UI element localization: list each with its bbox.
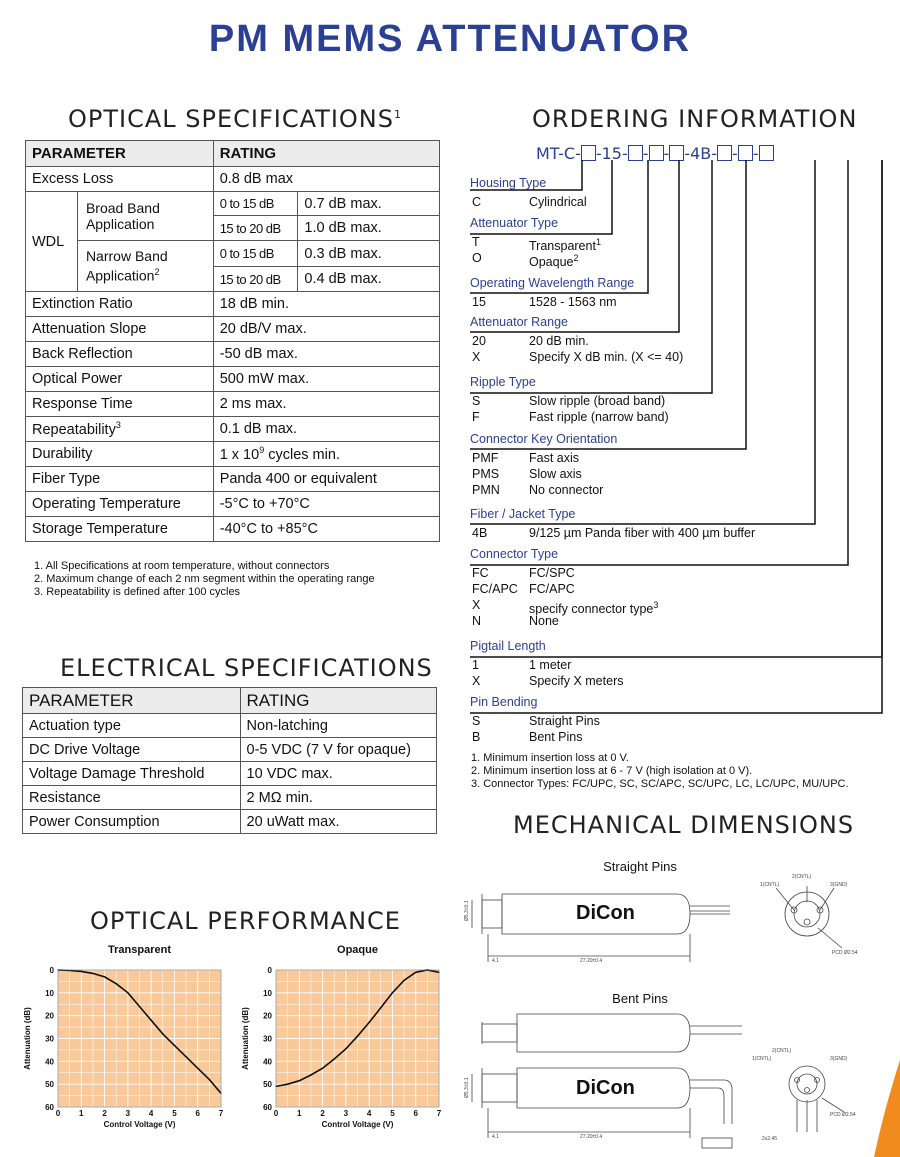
order-option-desc-text: 9/125 µm Panda fiber with 400 µm buffer <box>529 526 756 540</box>
chart-data-point <box>287 1084 288 1085</box>
order-option-code: PMN <box>472 483 500 497</box>
chart-data-point <box>185 1056 186 1057</box>
chart-x-tick-label: 1 <box>79 1109 84 1118</box>
code-sep: - <box>684 144 691 163</box>
spec-value: 2 ms max. <box>213 392 439 417</box>
ordering-title: ORDERING INFORMATION <box>532 105 858 133</box>
chart-y-tick-label: 0 <box>49 966 54 975</box>
chart-data-point <box>334 1058 335 1059</box>
wdl-range: 15 to 20 dB <box>213 216 298 241</box>
spec-label: Voltage Damage Threshold <box>23 762 241 786</box>
optical-specs-table <box>25 140 440 542</box>
spec-value: Non-latching <box>240 714 436 738</box>
order-option-desc-text: 1528 - 1563 nm <box>529 295 617 309</box>
order-option-desc <box>529 482 603 498</box>
order-option-desc <box>529 250 579 270</box>
order-option-row <box>472 349 892 365</box>
order-option-row <box>472 597 892 617</box>
wdl-value: 0.7 dB max. <box>298 192 440 216</box>
order-option-desc-text: None <box>529 614 559 628</box>
chart-x-tick-label: 0 <box>55 1109 61 1118</box>
code-sep: - <box>558 144 564 163</box>
order-option-row <box>472 194 892 210</box>
chart-x-tick-label: 5 <box>390 1109 395 1118</box>
bent-pins-drawing <box>462 1004 892 1154</box>
spec-label: Attenuation Slope <box>26 317 214 342</box>
repeatability-cell <box>26 417 214 442</box>
chart-data-point <box>322 1068 323 1069</box>
wdl-value: 1.0 dB max. <box>298 216 440 241</box>
chart-data-point <box>310 1074 311 1075</box>
order-option-desc-text: Bent Pins <box>529 730 583 744</box>
order-option-row <box>472 613 892 629</box>
chart-data-point <box>197 1068 198 1069</box>
straight-pins-label: Straight Pins <box>603 859 677 874</box>
order-option-code: S <box>472 394 481 408</box>
order-group-heading: Ripple Type <box>470 375 536 389</box>
wdl-label: WDL <box>26 192 78 292</box>
chart-data-point <box>81 971 82 972</box>
spec-label: DC Drive Voltage <box>23 738 241 762</box>
chart-y-tick-label: 10 <box>263 988 272 998</box>
order-option-desc-text: Opaque <box>529 255 574 270</box>
chart-y-tick-label: 60 <box>45 1103 54 1112</box>
chart-x-tick-label: 6 <box>413 1109 418 1118</box>
electrical-specs-title: ELECTRICAL SPECIFICATIONS <box>60 654 433 682</box>
order-option-code: FC/APC <box>472 582 518 596</box>
optical-specs-title-text: OPTICAL SPECIFICATIONS <box>68 105 394 133</box>
spec-label: Optical Power <box>26 367 214 392</box>
brand-logo: DiCon <box>576 1077 635 1099</box>
chart-title: Opaque <box>337 944 378 956</box>
rating-header: RATING <box>240 688 436 714</box>
order-option-row <box>472 466 892 482</box>
order-option-row <box>472 565 892 581</box>
wdl-broad-label: Broad Band Application <box>77 192 213 241</box>
chart-data-point <box>299 1080 300 1081</box>
order-option-desc <box>529 713 600 729</box>
durability-value-post: cycles min. <box>264 446 340 463</box>
order-option-desc <box>529 466 582 482</box>
chart-x-tick-label: 4 <box>148 1109 154 1118</box>
code-sep: - <box>595 144 602 163</box>
spec-label: Resistance <box>23 786 241 810</box>
order-option-desc <box>529 525 755 541</box>
optical-specs-title-sup: 1 <box>394 108 402 121</box>
order-option-desc-text: Transparent <box>529 239 596 254</box>
durability-label: Durability <box>26 442 214 467</box>
straight-dim-a: 4.1 <box>492 958 499 964</box>
order-option-desc <box>529 294 617 310</box>
param-header: PARAMETER <box>26 141 214 167</box>
bent-pin3: 3(GND) <box>830 1056 848 1062</box>
straight-pin2: 2(CNTL) <box>792 874 812 880</box>
bent-pcd: PCD Ø2.54 <box>830 1112 856 1118</box>
order-option-code: 20 <box>472 334 486 348</box>
wdl-range: 0 to 15 dB <box>213 241 298 267</box>
spec-label: Back Reflection <box>26 342 214 367</box>
order-option-desc <box>529 194 587 210</box>
order-option-desc <box>529 450 579 466</box>
chart-x-tick-label: 3 <box>125 1109 131 1118</box>
order-option-sup: 1 <box>595 237 601 247</box>
chart-data-point <box>403 980 404 981</box>
order-option-desc-text: FC/SPC <box>529 566 575 580</box>
excess-loss-label: Excess Loss <box>26 167 214 192</box>
spec-value: -50 dB max. <box>213 342 439 367</box>
order-group-heading: Housing Type <box>470 176 547 190</box>
order-option-desc <box>529 409 669 425</box>
spec-label: Operating Temperature <box>26 492 214 517</box>
order-option-row <box>472 450 892 466</box>
chart-data-point <box>162 1033 163 1034</box>
order-option-desc-text: FC/APC <box>529 582 575 596</box>
spec-label: Extinction Ratio <box>26 292 214 317</box>
chart-x-tick-label: 2 <box>102 1109 107 1118</box>
order-option-desc <box>529 333 589 349</box>
chart-y-tick-label: 30 <box>45 1034 54 1044</box>
order-option-code: 1 <box>472 658 479 672</box>
bent-dim-length: 27.20±0.4 <box>580 1134 603 1140</box>
order-option-code: S <box>472 714 481 728</box>
chart-data-point <box>392 992 393 993</box>
spec-value: 20 uWatt max. <box>240 810 436 834</box>
spec-value: 2 MΩ min. <box>240 786 436 810</box>
order-option-desc <box>529 657 571 673</box>
order-option-desc <box>529 613 559 629</box>
order-group-heading: Connector Type <box>470 547 559 561</box>
bent-dim-a: 4.1 <box>492 1134 499 1140</box>
chart-x-tick-label: 7 <box>218 1109 224 1118</box>
wdl-narrow-sup: 2 <box>154 267 160 278</box>
chart-data-point <box>415 972 416 973</box>
order-group-heading: Operating Wavelength Range <box>470 276 635 290</box>
code-prefix: MT <box>536 144 559 163</box>
note: 2. Minimum insertion loss at 6 - 7 V (high isolation at 0 V). <box>471 765 753 777</box>
order-option-code: 4B <box>472 526 488 540</box>
order-option-row <box>472 657 892 673</box>
order-option-code: F <box>472 410 480 424</box>
order-option-desc-text: Fast axis <box>529 451 580 465</box>
order-option-desc-text: Straight Pins <box>529 714 600 728</box>
chart-x-tick-label: 4 <box>366 1109 372 1118</box>
order-option-row <box>472 393 892 409</box>
wdl-value: 0.4 dB max. <box>298 267 440 292</box>
wdl-narrow-cell <box>77 241 213 292</box>
durability-value <box>213 442 439 467</box>
order-option-desc-text: Specify X meters <box>529 674 624 688</box>
optical-performance-charts <box>18 940 458 1140</box>
order-option-code: X <box>472 674 481 688</box>
order-option-code: FC <box>472 566 489 580</box>
note: 2. Maximum change of each 2 nm segment within the operating range <box>34 573 375 585</box>
chart-data-point <box>380 1007 381 1008</box>
order-option-desc <box>529 393 665 409</box>
order-option-code: PMS <box>472 467 500 481</box>
spec-label: Power Consumption <box>23 810 241 834</box>
order-option-desc-text: No connector <box>529 483 604 497</box>
order-group-heading: Connector Key Orientation <box>470 432 618 446</box>
repeatability-label: Repeatability <box>32 421 116 438</box>
order-option-sup: 3 <box>653 600 659 610</box>
chart-x-axis-label: Control Voltage (V) <box>321 1120 394 1129</box>
corner-accent-shape <box>874 1060 900 1157</box>
durability-value-pre: 1 x 10 <box>219 446 260 463</box>
code-sep: - <box>642 144 649 163</box>
optical-notes <box>34 560 375 599</box>
order-option-desc-text: Cylindrical <box>529 195 587 209</box>
wdl-range: 15 to 20 dB <box>213 267 298 292</box>
chart-data-point <box>151 1020 152 1021</box>
order-option-desc <box>529 673 623 689</box>
straight-pins-drawing <box>462 872 892 972</box>
chart-data-point <box>116 983 117 984</box>
spec-value: Panda 400 or equivalent <box>213 467 439 492</box>
straight-pin3: 3(GND) <box>830 882 848 888</box>
order-option-row <box>472 234 892 254</box>
wdl-narrow-label: Narrow Band Application <box>85 248 168 284</box>
order-group-heading: Attenuator Range <box>470 315 568 329</box>
code-sep: - <box>752 144 759 163</box>
code-fiber: 4B <box>690 144 712 163</box>
chart-title: Transparent <box>108 944 171 956</box>
order-group-heading: Attenuator Type <box>470 216 559 230</box>
order-option-desc-text: Slow ripple (broad band) <box>529 394 666 408</box>
order-option-desc-text: 20 dB min. <box>529 334 589 348</box>
chart-x-tick-label: 1 <box>297 1109 302 1118</box>
order-option-row <box>472 673 892 689</box>
spec-label: Actuation type <box>23 714 241 738</box>
spec-value: -5°C to +70°C <box>213 492 439 517</box>
chart-x-tick-label: 3 <box>343 1109 349 1118</box>
order-option-code: X <box>472 350 481 364</box>
chart-y-tick-label: 50 <box>263 1080 272 1090</box>
spec-value: -40°C to +85°C <box>213 517 439 542</box>
corner-accent <box>868 1060 900 1157</box>
order-group-heading: Pigtail Length <box>470 639 546 653</box>
electrical-specs-table <box>22 687 437 834</box>
order-option-desc <box>529 729 583 745</box>
order-option-row <box>472 581 892 597</box>
spec-label: Fiber Type <box>26 467 214 492</box>
spec-value: 18 dB min. <box>213 292 439 317</box>
bent-pin1: 1(CNTL) <box>752 1056 772 1062</box>
order-option-row <box>472 333 892 349</box>
note: 3. Repeatability is defined after 100 cycles <box>34 586 241 598</box>
chart-data-point <box>357 1036 358 1037</box>
order-option-desc <box>529 581 575 597</box>
chart-y-tick-label: 50 <box>45 1080 54 1090</box>
order-option-desc-text: Slow axis <box>529 467 582 481</box>
spec-value: 20 dB/V max. <box>213 317 439 342</box>
order-option-code: N <box>472 614 482 628</box>
order-option-desc-text: Fast ripple (narrow band) <box>529 410 669 424</box>
chart-x-axis-label: Control Voltage (V) <box>103 1120 176 1129</box>
order-option-code: B <box>472 730 481 744</box>
order-option-code: X <box>472 598 481 612</box>
brand-logo: DiCon <box>576 902 635 924</box>
order-option-desc <box>529 565 575 581</box>
chart-y-tick-label: 10 <box>45 988 54 998</box>
bent-dim-dia: Ø5.3±0.1 <box>464 1077 470 1098</box>
excess-loss-value: 0.8 dB max <box>213 167 439 192</box>
straight-dim-dia: Ø5.3±0.1 <box>464 900 470 921</box>
chart-x-tick-label: 5 <box>172 1109 177 1118</box>
code-sep: - <box>575 144 581 163</box>
order-option-row <box>472 482 892 498</box>
chart-y-tick-label: 20 <box>45 1011 54 1021</box>
bent-pin2: 2(CNTL) <box>772 1048 792 1054</box>
order-option-desc-text: Specify X dB min. (X <= 40) <box>529 350 684 364</box>
order-option-sup: 2 <box>573 253 579 263</box>
note: 3. Connector Types: FC/UPC, SC, SC/APC, SC/UPC, LC, LC/UPC, MU/UPC. <box>471 778 849 790</box>
order-option-row <box>472 250 892 270</box>
chart-y-tick-label: 40 <box>263 1057 272 1067</box>
chart-data-point <box>104 976 105 977</box>
chart-y-tick-label: 0 <box>267 966 272 975</box>
spec-label: Response Time <box>26 392 214 417</box>
bent-pins-label: Bent Pins <box>612 991 668 1006</box>
page-title: PM MEMS ATTENUATOR <box>208 18 692 60</box>
chart-data-point <box>92 973 93 974</box>
note: 1. Minimum insertion loss at 0 V. <box>471 752 629 764</box>
order-option-row <box>472 729 892 745</box>
code-wavelength: 15 <box>601 144 622 163</box>
chart-data-point <box>345 1048 346 1049</box>
order-option-desc-text: specify connector type <box>529 602 654 617</box>
chart-y-tick-label: 30 <box>263 1034 272 1044</box>
rating-header: RATING <box>213 141 439 167</box>
spec-value: 10 VDC max. <box>240 762 436 786</box>
straight-pcd: PCD Ø2.54 <box>832 950 858 956</box>
ordering-groups <box>470 0 900 1157</box>
order-option-desc-text: 1 meter <box>529 658 572 672</box>
order-option-desc <box>529 349 683 365</box>
chart-y-axis-label: Attenuation (dB) <box>23 1007 32 1070</box>
order-option-code: T <box>472 235 480 249</box>
optical-performance-title: OPTICAL PERFORMANCE <box>90 907 401 935</box>
ordering-notes <box>471 752 849 791</box>
code-sep: - <box>621 144 628 163</box>
chart-y-axis-label: Attenuation (dB) <box>241 1007 250 1070</box>
chart-data-point <box>369 1022 370 1023</box>
code-housing: C <box>563 144 576 163</box>
optical-specs-title <box>68 105 402 133</box>
order-option-code: C <box>472 195 482 209</box>
chart-x-tick-label: 6 <box>195 1109 200 1118</box>
mechanical-title: MECHANICAL DIMENSIONS <box>513 811 855 839</box>
spec-label: Storage Temperature <box>26 517 214 542</box>
chart-data-point <box>174 1045 175 1046</box>
code-sep: - <box>663 144 670 163</box>
spec-value: 0-5 VDC (7 V for opaque) <box>240 738 436 762</box>
param-header: PARAMETER <box>23 688 241 714</box>
order-option-row <box>472 294 892 310</box>
order-option-code: PMF <box>472 451 499 465</box>
repeatability-sup: 3 <box>115 420 121 431</box>
order-option-row <box>472 409 892 425</box>
chart-x-tick-label: 2 <box>320 1109 325 1118</box>
wdl-value: 0.3 dB max. <box>298 241 440 267</box>
straight-pin1: 1(CNTL) <box>760 882 780 888</box>
order-option-code: 15 <box>472 295 486 309</box>
order-option-row <box>472 713 892 729</box>
order-option-row <box>472 525 892 541</box>
order-group-heading: Fiber / Jacket Type <box>470 507 576 521</box>
order-group-heading: Pin Bending <box>470 695 538 709</box>
chart-y-tick-label: 20 <box>263 1011 272 1021</box>
chart-x-tick-label: 0 <box>273 1109 279 1118</box>
note: 1. All Specifications at room temperature, without connectors <box>34 560 330 572</box>
chart-data-point <box>139 1006 140 1007</box>
chart-data-point <box>209 1079 210 1080</box>
bent-dim-b: 2x2.45 <box>762 1136 778 1142</box>
durability-exponent: 9 <box>259 445 265 456</box>
straight-dim-length: 27.20±0.4 <box>580 958 603 964</box>
chart-data-point <box>127 992 128 993</box>
chart-y-tick-label: 60 <box>263 1103 272 1112</box>
wdl-range: 0 to 15 dB <box>213 192 298 216</box>
order-option-code: O <box>472 251 482 265</box>
spec-value: 500 mW max. <box>213 367 439 392</box>
code-sep: - <box>732 144 738 163</box>
repeatability-value: 0.1 dB max. <box>213 417 439 442</box>
code-sep: - <box>711 144 718 163</box>
chart-y-tick-label: 40 <box>45 1057 54 1067</box>
chart-x-tick-label: 7 <box>436 1109 442 1118</box>
